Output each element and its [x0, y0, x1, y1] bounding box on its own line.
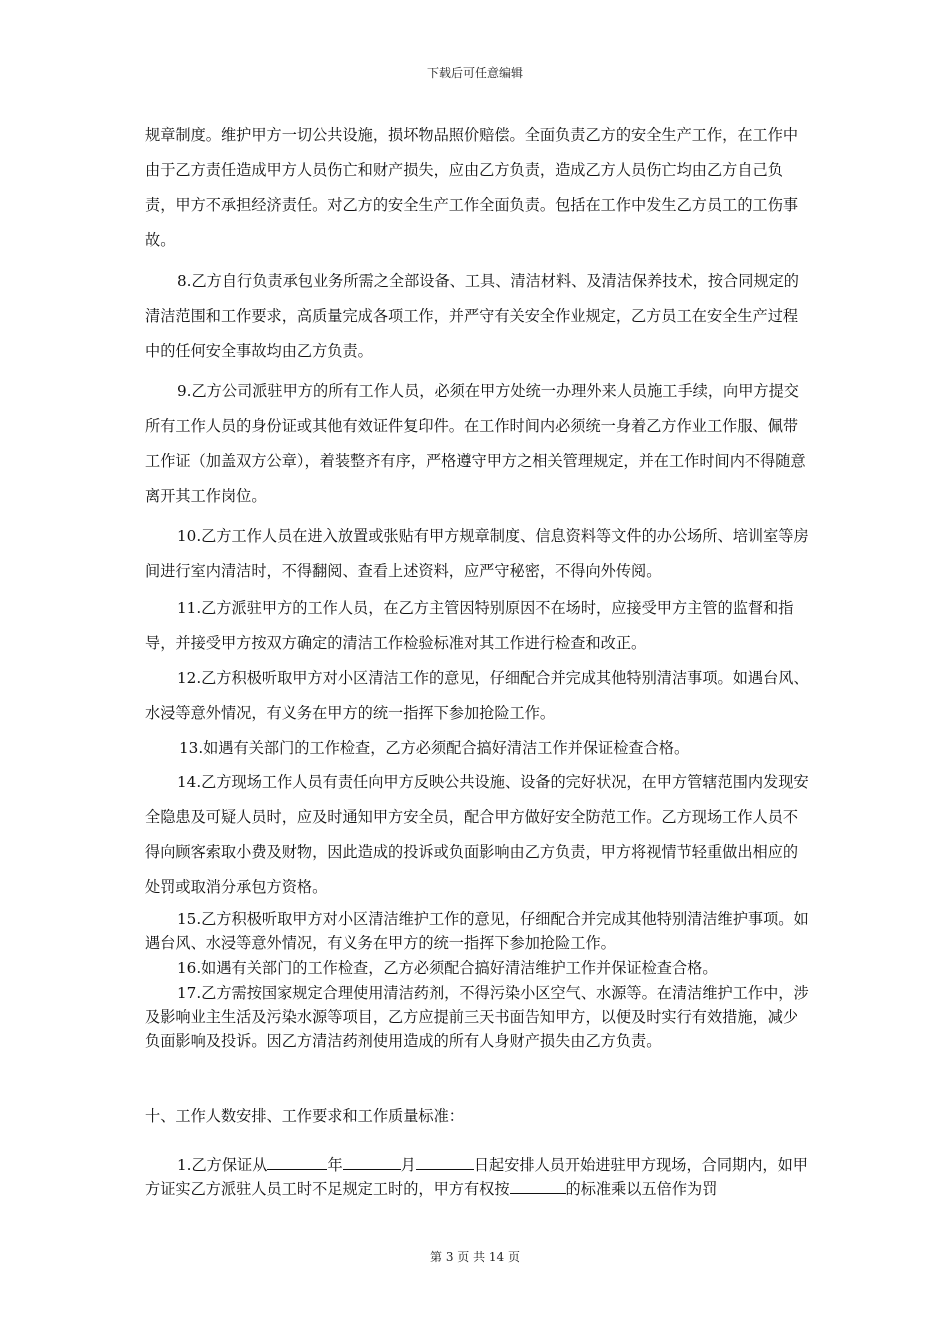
clause-13: 13.如遇有关部门的工作检查，乙方必须配合搞好清洁工作并保证检查合格。	[179, 739, 690, 757]
clause-9: 9.乙方公司派驻甲方的所有工作人员，必须在甲方处统一办理外来人员施工手续，向甲方提交所有工作人员的身份证或其他有效证件复印件。在工作时间内必须统一身着乙方作业工作服、佩带工作证（加盖双方公章），着装整齐有序，严格遵守甲方之相关管理规定，并在工作时间内不得随意离开其工作岗位。	[145, 382, 806, 505]
clause-10: 10.乙方工作人员在进入放置或张贴有甲方规章制度、信息资料等文件的办公场所、培训室等房间进行室内清洁时，不得翻阅、查看上述资料，应严守秘密，不得向外传阅。	[145, 527, 809, 580]
paragraph-continuation: 规章制度。维护甲方一切公共设施，损坏物品照价赔偿。全面负责乙方的安全生产工作，在工作中由于乙方责任造成甲方人员伤亡和财产损失，应由乙方负责，造成乙方人员伤亡均由乙方自己负责，甲方不承担经济责任。对乙方的安全生产工作全面负责。包括在工作中发生乙方员工的工伤事故。	[145, 126, 799, 249]
page-header: 下载后可任意编辑	[426, 66, 523, 80]
section-heading: 十、工作人数安排、工作要求和工作质量标准：	[145, 1107, 464, 1125]
clause-1-prefix: 1.乙方保证从	[177, 1156, 268, 1174]
clause-12: 12.乙方积极听取甲方对小区清洁工作的意见，仔细配合并完成其他特别清洁事项。如遇台风、水浸等意外情况，有义务在甲方的统一指挥下参加抢险工作。	[145, 669, 809, 722]
blank-standard-field[interactable]	[510, 1178, 566, 1194]
blank-day-field[interactable]	[416, 1154, 474, 1170]
clause-1-month-label: 月	[400, 1156, 416, 1174]
clause-17: 17.乙方需按国家规定合理使用清洁药剂，不得污染小区空气、水源等。在清洁维护工作中，涉及影响业主生活及污染水源等项目，乙方应提前三天书面告知甲方，以便及时实行有效措施，减少负面影响及投诉。因乙方清洁药剂使用造成的所有人身财产损失由乙方负责。	[145, 984, 809, 1050]
clause-1-day-text: 日起安排人员开始进驻甲方现场，合同期内，如甲方证实乙方派驻人员工时不足规定工时的，甲方有权按	[145, 1156, 808, 1198]
clause-16: 16.如遇有关部门的工作检查，乙方必须配合搞好清洁维护工作并保证检查合格。	[177, 959, 718, 977]
clause-1-fill-in	[145, 1153, 809, 1201]
clause-1-suffix: 的标准乘以五倍作为罚	[565, 1180, 718, 1198]
clause-8: 8.乙方自行负责承包业务所需之全部设备、工具、清洁材料、及清洁保养技术，按合同规定的清洁范围和工作要求，高质量完成各项工作，并严守有关安全作业规定，乙方员工在安全生产过程中的任何安全事故均由乙方负责。	[145, 272, 799, 360]
blank-month-field[interactable]	[343, 1154, 401, 1170]
page-footer: 第 3 页 共 14 页	[430, 1250, 520, 1264]
clause-14: 14.乙方现场工作人员有责任向甲方反映公共设施、设备的完好状况，在甲方管辖范围内发现安全隐患及可疑人员时，应及时通知甲方安全员，配合甲方做好安全防范工作。乙方现场工作人员不得向顾客索取小费及财物，因此造成的投诉或负面影响由乙方负责，甲方将视情节轻重做出相应的处罚或取消分承包方资格。	[145, 773, 809, 896]
clause-15: 15.乙方积极听取甲方对小区清洁维护工作的意见，仔细配合并完成其他特别清洁维护事项。如遇台风、水浸等意外情况，有义务在甲方的统一指挥下参加抢险工作。	[145, 910, 809, 952]
clause-1-year-label: 年	[327, 1156, 343, 1174]
blank-year-field[interactable]	[267, 1154, 327, 1170]
clause-11: 11.乙方派驻甲方的工作人员，在乙方主管因特别原因不在场时，应接受甲方主管的监督和指导，并接受甲方按双方确定的清洁工作检验标准对其工作进行检查和改正。	[145, 599, 794, 652]
